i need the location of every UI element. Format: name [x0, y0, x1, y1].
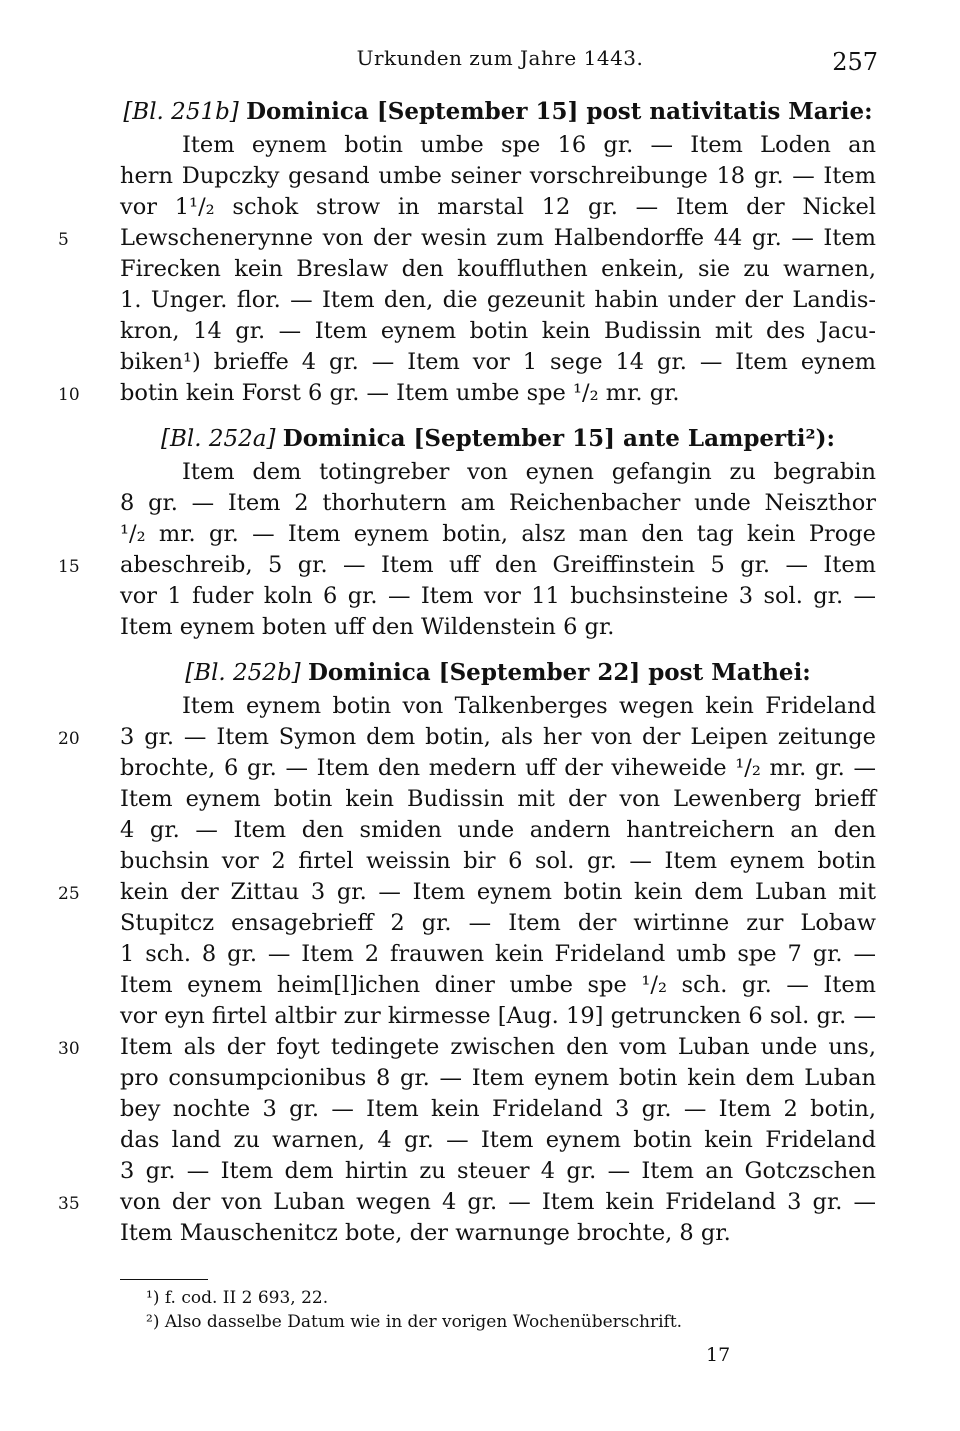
- line-text: biken¹) brieffe 4 gr. — Item vor 1 sege 14 gr. — Item eynem: [120, 349, 876, 375]
- line-number: 10: [58, 385, 80, 405]
- heading-text: Dominica [September 22] post Mathei:: [307, 659, 811, 686]
- line-text: Item eynem boten uff den Wildenstein 6 gr.: [120, 614, 615, 640]
- text-line: [120, 691, 876, 722]
- line-text: Item dem totingreber von eynen gefangin zu begrabin: [182, 459, 876, 485]
- heading-text: Dominica [September 15] ante Lamperti²):: [282, 425, 835, 452]
- text-line: [120, 612, 876, 643]
- line-text: Item eynem botin von Talkenberges wegen kein Frideland: [182, 693, 876, 719]
- page-number: 257: [832, 48, 878, 76]
- text-line: [120, 488, 876, 519]
- text-line: [120, 939, 876, 970]
- entry: [58, 423, 876, 643]
- text-line: [120, 753, 876, 784]
- line-text: kron, 14 gr. — Item eynem botin kein Budissin mit des Jacu-: [120, 318, 876, 344]
- line-text: vor eyn firtel altbir zur kirmesse [Aug. 19] getruncken 6 sol. gr. —: [120, 1003, 876, 1029]
- text-line: [120, 347, 876, 378]
- line-text: ¹/₂ mr. gr. — Item eynem botin, alsz man den tag kein Proge: [120, 521, 876, 547]
- text-line: [120, 161, 876, 192]
- running-head: [120, 46, 880, 80]
- text-line: [120, 1094, 876, 1125]
- line-text: Firecken kein Breslaw den kouffluthen enkein, sie zu warnen,: [120, 256, 876, 282]
- line-number: 35: [58, 1194, 80, 1214]
- text-line: [120, 254, 876, 285]
- text-line: [58, 550, 876, 581]
- running-title: Urkunden zum Jahre 1443.: [356, 46, 644, 70]
- line-text: Item eynem botin kein Budissin mit der von Lewenberg brieff: [120, 786, 876, 812]
- text-line: [120, 970, 876, 1001]
- text-line: [120, 815, 876, 846]
- line-text: botin kein Forst 6 gr. — Item umbe spe ¹/₂ mr. gr.: [120, 380, 680, 406]
- text-line: [120, 581, 876, 612]
- line-number: 25: [58, 884, 80, 904]
- text-line: [120, 285, 876, 316]
- folio-reference: [Bl. 252a]: [161, 426, 276, 452]
- line-text: pro consumpcionibus 8 gr. — Item eynem botin kein dem Luban: [120, 1065, 876, 1091]
- line-text: Item eynem botin umbe spe 16 gr. — Item Loden an: [182, 132, 876, 158]
- entry-heading: [120, 96, 876, 128]
- entry-heading: [120, 657, 876, 689]
- text-line: [120, 1001, 876, 1032]
- line-number: 20: [58, 729, 80, 749]
- footnote-1: ¹) f. cod. II 2 693, 22.: [146, 1288, 329, 1308]
- text-line: [58, 378, 876, 409]
- line-number: 15: [58, 557, 80, 577]
- text-line: [120, 1125, 876, 1156]
- line-text: 8 gr. — Item 2 thorhutern am Reichenbacher unde Neiszthor: [120, 490, 876, 516]
- text-line: [58, 1187, 876, 1218]
- text-line: [120, 846, 876, 877]
- text-line: [58, 877, 876, 908]
- text-line: [120, 192, 876, 223]
- body-text: [58, 96, 876, 1263]
- text-line: [120, 784, 876, 815]
- line-text: Lewschenerynne von der wesin zum Halbendorffe 44 gr. — Item: [120, 225, 876, 251]
- line-text: abeschreib, 5 gr. — Item uff den Greiffinstein 5 gr. — Item: [120, 552, 876, 578]
- line-number: 5: [58, 230, 69, 250]
- text-line: [120, 130, 876, 161]
- text-line: [120, 1063, 876, 1094]
- line-text: buchsin vor 2 firtel weissin bir 6 sol. gr. — Item eynem botin: [120, 848, 876, 874]
- text-line: [120, 457, 876, 488]
- line-text: Item als der foyt tedingete zwischen den vom Luban unde uns,: [120, 1034, 876, 1060]
- line-text: 3 gr. — Item Symon dem botin, als her von der Leipen zeitunge: [120, 724, 876, 750]
- text-line: [58, 1032, 876, 1063]
- line-text: 4 gr. — Item den smiden unde andern hantreichern an den: [120, 817, 876, 843]
- line-text: vor 1¹/₂ schok strow in marstal 12 gr. — Item der Nickel: [120, 194, 876, 220]
- line-text: das land zu warnen, 4 gr. — Item eynem botin kein Frideland: [120, 1127, 876, 1153]
- entry-heading: [120, 423, 876, 455]
- line-text: hern Dupczky gesand umbe seiner vorschreibunge 18 gr. — Item: [120, 163, 876, 189]
- footnotes: [146, 1286, 846, 1334]
- line-text: Item eynem heim[l]ichen diner umbe spe ¹/₂ sch. gr. — Item: [120, 972, 876, 998]
- footnote-2: ²) Also dasselbe Datum wie in der vorigen Wochenüberschrift.: [146, 1312, 683, 1332]
- text-line: [120, 316, 876, 347]
- folio-reference: [Bl. 251b]: [123, 99, 239, 125]
- text-line: [120, 519, 876, 550]
- entry: [58, 96, 876, 409]
- text-line: [58, 223, 876, 254]
- text-line: [120, 1156, 876, 1187]
- line-text: 3 gr. — Item dem hirtin zu steuer 4 gr. — Item an Gotczschen: [120, 1158, 876, 1184]
- footnote-rule: [120, 1279, 208, 1280]
- line-text: Item Mauschenitcz bote, der warnunge brochte, 8 gr.: [120, 1220, 731, 1246]
- line-text: kein der Zittau 3 gr. — Item eynem botin kein dem Luban mit: [120, 879, 876, 905]
- text-line: [120, 908, 876, 939]
- line-text: brochte, 6 gr. — Item den medern uff der viheweide ¹/₂ mr. gr. —: [120, 755, 876, 781]
- text-line: [120, 1218, 876, 1249]
- line-text: von der von Luban wegen 4 gr. — Item kein Frideland 3 gr. —: [120, 1189, 876, 1215]
- signature-mark: 17: [706, 1344, 731, 1366]
- line-number: 30: [58, 1039, 80, 1059]
- line-text: Stupitcz ensagebrieff 2 gr. — Item der wirtinne zur Lobaw: [120, 910, 876, 936]
- folio-reference: [Bl. 252b]: [185, 660, 301, 686]
- text-line: [58, 722, 876, 753]
- entry: [58, 657, 876, 1249]
- line-text: 1 sch. 8 gr. — Item 2 frauwen kein Frideland umb spe 7 gr. —: [120, 941, 876, 967]
- line-text: vor 1 fuder koln 6 gr. — Item vor 11 buchsinsteine 3 sol. gr. —: [120, 583, 876, 609]
- line-text: bey nochte 3 gr. — Item kein Frideland 3 gr. — Item 2 botin,: [120, 1096, 876, 1122]
- heading-text: Dominica [September 15] post nativitatis Marie:: [246, 98, 873, 125]
- line-text: 1. Unger. flor. — Item den, die gezeunit habin under der Landis-: [120, 287, 876, 313]
